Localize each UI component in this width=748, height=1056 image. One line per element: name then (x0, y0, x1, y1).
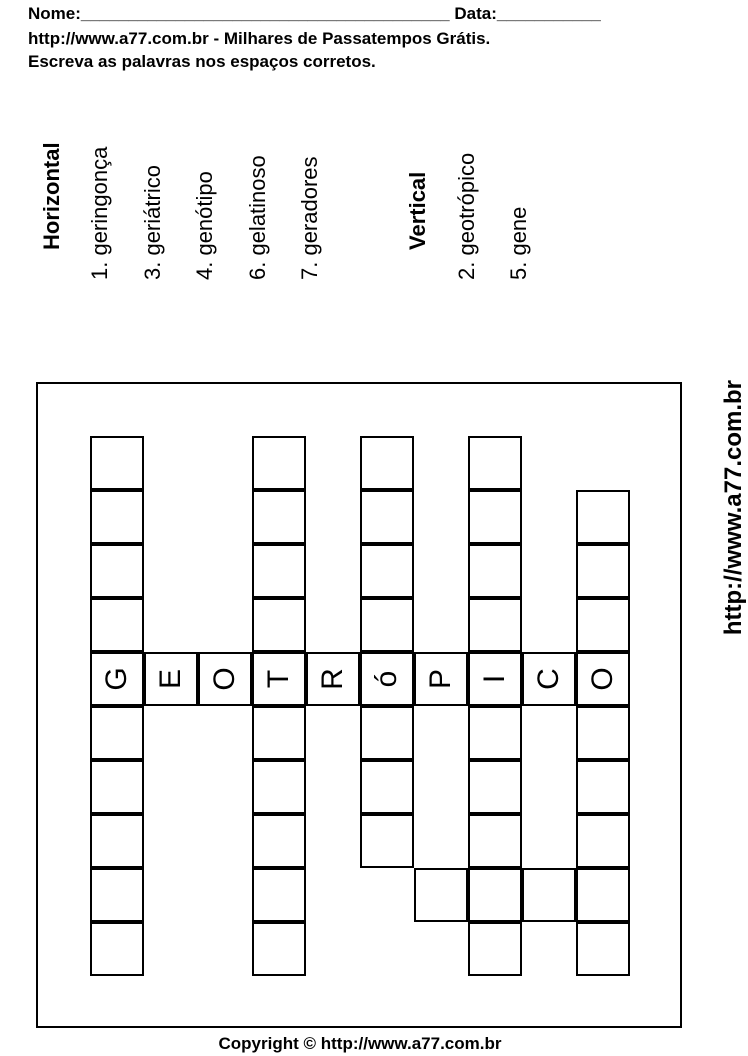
crossword-cell[interactable] (576, 490, 630, 544)
clue-h-3: 3. geriátrico (140, 165, 165, 280)
crossword-cell[interactable] (576, 706, 630, 760)
crossword-cell[interactable] (360, 598, 414, 652)
solved-letter: G (100, 667, 133, 691)
crossword-cell[interactable] (360, 490, 414, 544)
crossword-cell[interactable] (576, 544, 630, 598)
crossword-cell[interactable] (360, 760, 414, 814)
crossword-cell[interactable] (360, 544, 414, 598)
solved-letter: O (208, 667, 241, 691)
crossword-cell[interactable] (90, 868, 144, 922)
crossword-cell[interactable] (252, 598, 306, 652)
clue-v-5: 5. gene (506, 206, 531, 280)
crossword-cell[interactable] (252, 706, 306, 760)
crossword-cell[interactable] (468, 868, 522, 922)
crossword-cell[interactable] (90, 490, 144, 544)
crossword-cell[interactable] (576, 814, 630, 868)
crossword-cell[interactable] (468, 760, 522, 814)
copyright: Copyright © http://www.a77.com.br (218, 1034, 502, 1053)
crossword-cell[interactable] (90, 436, 144, 490)
vertical-title: Vertical (405, 171, 430, 250)
solved-letter: E (154, 669, 187, 690)
crossword-cell[interactable] (90, 922, 144, 976)
crossword-cell[interactable] (576, 868, 630, 922)
crossword-cell[interactable] (252, 490, 306, 544)
crossword-cell[interactable] (468, 436, 522, 490)
crossword-cell[interactable] (576, 598, 630, 652)
solved-letter: T (262, 669, 295, 689)
crossword-cell[interactable] (90, 706, 144, 760)
crossword-cell[interactable] (468, 598, 522, 652)
crossword-cell[interactable] (468, 706, 522, 760)
crossword-cell[interactable] (414, 868, 468, 922)
clue-h-4: 4. genótipo (192, 171, 217, 280)
side-url: http://www.a77.com.br (720, 380, 747, 636)
name-date-line: Nome:_______________________________________ Data:___________ (28, 4, 601, 23)
crossword-cell[interactable] (468, 544, 522, 598)
horizontal-title: Horizontal (39, 142, 64, 250)
site-tagline: http://www.a77.com.br - Milhares de Passatempos Grátis. (28, 29, 491, 48)
crossword-cell[interactable] (252, 868, 306, 922)
solved-letter: ó (370, 670, 403, 688)
crossword-cell[interactable] (360, 436, 414, 490)
clue-h-1: 1. geringonça (87, 146, 112, 280)
crossword-cell[interactable] (252, 760, 306, 814)
crossword-cell[interactable] (468, 490, 522, 544)
solved-letter: I (478, 674, 511, 684)
crossword-cell[interactable] (576, 760, 630, 814)
instructions: Escreva as palavras nos espaços corretos. (28, 52, 376, 71)
crossword-cell[interactable] (576, 922, 630, 976)
crossword-cell[interactable] (360, 814, 414, 868)
solved-letter: C (532, 668, 565, 690)
crossword-cell[interactable] (90, 760, 144, 814)
clue-h-6: 6. gelatinoso (245, 155, 270, 280)
crossword-cell[interactable] (90, 814, 144, 868)
crossword-cell[interactable] (522, 868, 576, 922)
crossword-cell[interactable] (252, 544, 306, 598)
clue-h-7: 7. geradores (297, 156, 322, 280)
crossword-cell[interactable] (468, 922, 522, 976)
solved-letter: P (424, 669, 457, 690)
crossword-cell[interactable] (252, 436, 306, 490)
crossword-cell[interactable] (468, 814, 522, 868)
crossword-cell[interactable] (360, 706, 414, 760)
crossword-cell[interactable] (252, 814, 306, 868)
clue-v-2: 2. geotrópico (454, 152, 479, 280)
solved-letter: R (316, 668, 349, 690)
crossword-cell[interactable] (252, 922, 306, 976)
crossword-cell[interactable] (90, 544, 144, 598)
crossword-cell[interactable] (90, 598, 144, 652)
solved-letter: O (586, 667, 619, 691)
